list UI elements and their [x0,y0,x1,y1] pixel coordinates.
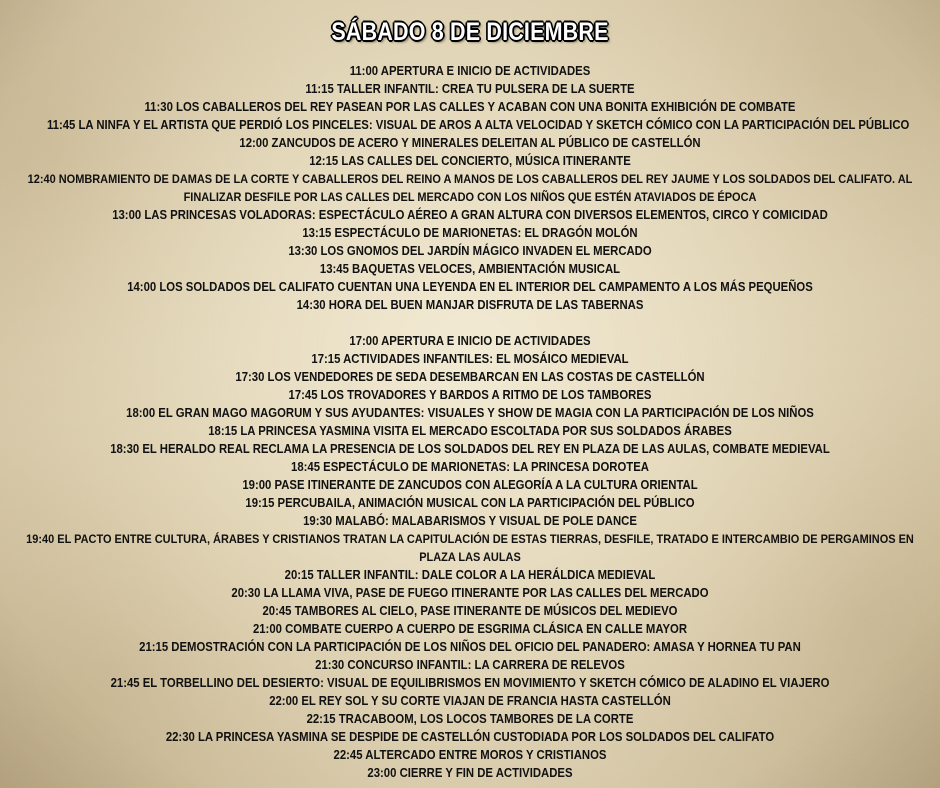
schedule-item: 20:45 TAMBORES AL CIELO, PASE ITINERANTE DE MÚSICOS DEL MEDIEVO [262,604,678,618]
afternoon-block [0,332,940,782]
schedule-item: 22:00 EL REY SOL Y SU CORTE VIAJAN DE FRANCIA HASTA CASTELLÓN [269,694,671,708]
schedule-item: 21:15 DEMOSTRACIÓN CON LA PARTICIPACIÓN DE LOS NIÑOS DEL OFICIO DEL PANADERO: AMASA Y HORNEA TU PAN [139,640,801,654]
schedule-item: 18:30 EL HERALDO REAL RECLAMA LA PRESENCIA DE LOS SOLDADOS DEL REY EN PLAZA DE LAS AULAS, COMBATE MEDIEVAL [110,442,830,456]
schedule-item [0,170,940,206]
schedule-item: 12:00 ZANCUDOS DE ACERO Y MINERALES DELEITAN AL PÚBLICO DE CASTELLÓN [239,136,701,150]
schedule-item: 18:00 EL GRAN MAGO MAGORUM Y SUS AYUDANTES: VISUALES Y SHOW DE MAGIA CON LA PARTICIPACIÓN DE LOS NIÑOS [126,406,814,420]
schedule-item: 13:30 LOS GNOMOS DEL JARDÍN MÁGICO INVADEN EL MERCADO [288,244,652,258]
schedule-item: 13:45 BAQUETAS VELOCES, AMBIENTACIÓN MUSICAL [319,262,621,276]
schedule-item: 11:45 LA NINFA Y EL ARTISTA QUE PERDIÓ LOS PINCELES: VISUAL DE AROS A ALTA VELOCIDAD Y SKETCH CÓMICO CON LA PARTICIPACIÓN DEL PÚBLICO [47,118,910,132]
schedule-list [0,62,940,782]
schedule-item: 22:15 TRACABOOM, LOS LOCOS TAMBORES DE LA CORTE [306,712,634,726]
schedule-item: 19:30 MALABÓ: MALABARISMOS Y VISUAL DE POLE DANCE [303,514,637,528]
schedule-item: 17:30 LOS VENDEDORES DE SEDA DESEMBARCAN EN LAS COSTAS DE CASTELLÓN [235,370,705,384]
schedule-item: 11:15 TALLER INFANTIL: CREA TU PULSERA DE LA SUERTE [305,82,635,96]
schedule-item: 17:00 APERTURA E INICIO DE ACTIVIDADES [349,334,591,348]
schedule-item: 21:45 EL TORBELLINO DEL DESIERTO: VISUAL DE EQUILIBRISMOS EN MOVIMIENTO Y SKETCH CÓMICO DE ALADINO EL VIAJERO [110,676,830,690]
schedule-item: 13:00 LAS PRINCESAS VOLADORAS: ESPECTÁCULO AÉREO A GRAN ALTURA CON DIVERSOS ELEMENTOS, CIRCO Y COMICIDAD [112,208,828,222]
schedule-item: 22:45 ALTERCADO ENTRE MOROS Y CRISTIANOS [333,748,607,762]
schedule-item: 21:00 COMBATE CUERPO A CUERPO DE ESGRIMA CLÁSICA EN CALLE MAYOR [252,622,688,636]
page-title: SÁBADO 8 DE DICIEMBRE [331,18,609,46]
schedule-item: 20:15 TALLER INFANTIL: DALE COLOR A LA HERÁLDICA MEDIEVAL [284,568,656,582]
schedule-item: 11:30 LOS CABALLEROS DEL REY PASEAN POR LAS CALLES Y ACABAN CON UNA BONITA EXHIBICIÓN DE COMBATE [144,100,796,114]
schedule-item: 23:00 CIERRE Y FIN DE ACTIVIDADES [367,766,573,780]
morning-block [0,62,940,314]
schedule-item: 14:00 LOS SOLDADOS DEL CALIFATO CUENTAN UNA LEYENDA EN EL INTERIOR DEL CAMPAMENTO A LOS MÁS PEQUEÑOS [127,280,813,294]
schedule-item: 18:45 ESPECTÁCULO DE MARIONETAS: LA PRINCESA DOROTEA [291,460,649,474]
schedule-item: 17:15 ACTIVIDADES INFANTILES: EL MOSÁICO MEDIEVAL [311,352,629,366]
schedule-item: 21:30 CONCURSO INFANTIL: LA CARRERA DE RELEVOS [315,658,625,672]
schedule-item: 17:45 LOS TROVADORES Y BARDOS A RITMO DE LOS TAMBORES [288,388,652,402]
schedule-item: 14:30 HORA DEL BUEN MANJAR DISFRUTA DE LAS TABERNAS [296,298,644,312]
schedule-item: 13:15 ESPECTÁCULO DE MARIONETAS: EL DRAGÓN MOLÓN [302,226,638,240]
schedule-item: 20:30 LA LLAMA VIVA, PASE DE FUEGO ITINERANTE POR LAS CALLES DEL MERCADO [231,586,709,600]
schedule-item: 11:00 APERTURA E INICIO DE ACTIVIDADES [349,64,591,78]
schedule-item: 12:15 LAS CALLES DEL CONCIERTO, MÚSICA ITINERANTE [309,154,631,168]
schedule-item-text: 19:40 EL PACTO ENTRE CULTURA, ÁRABES Y CRISTIANOS TRATAN LA CAPITULACIÓN DE ESTAS TIERRAS, DESFILE, TRATADO E INTERCAMBIO DE PERGAMINOS EN PLAZA LAS AULAS [26,532,914,564]
schedule-item: 19:15 PERCUBAILA, ANIMACIÓN MUSICAL CON LA PARTICIPACIÓN DEL PÚBLICO [245,496,695,510]
schedule-item: 22:30 LA PRINCESA YASMINA SE DESPIDE DE CASTELLÓN CUSTODIADA POR LOS SOLDADOS DEL CALIFATO [165,730,775,744]
schedule-item-text: 12:40 NOMBRAMIENTO DE DAMAS DE LA CORTE Y CABALLEROS DEL REINO A MANOS DE LOS CABALLEROS DEL REY JAUME Y LOS SOLDADOS DEL CALIFATO. AL FINALIZAR DESFILE POR LAS CALLES DEL MERCADO CON LOS NIÑOS QUE ESTÉN ATAVIADOS DE ÉPOCA [27,172,913,204]
schedule-item: 19:00 PASE ITINERANTE DE ZANCUDOS CON ALEGORÍA A LA CULTURA ORIENTAL [242,478,698,492]
schedule-item: 18:15 LA PRINCESA YASMINA VISITA EL MERCADO ESCOLTADA POR SUS SOLDADOS ÁRABES [208,424,732,438]
schedule-item [0,530,940,566]
